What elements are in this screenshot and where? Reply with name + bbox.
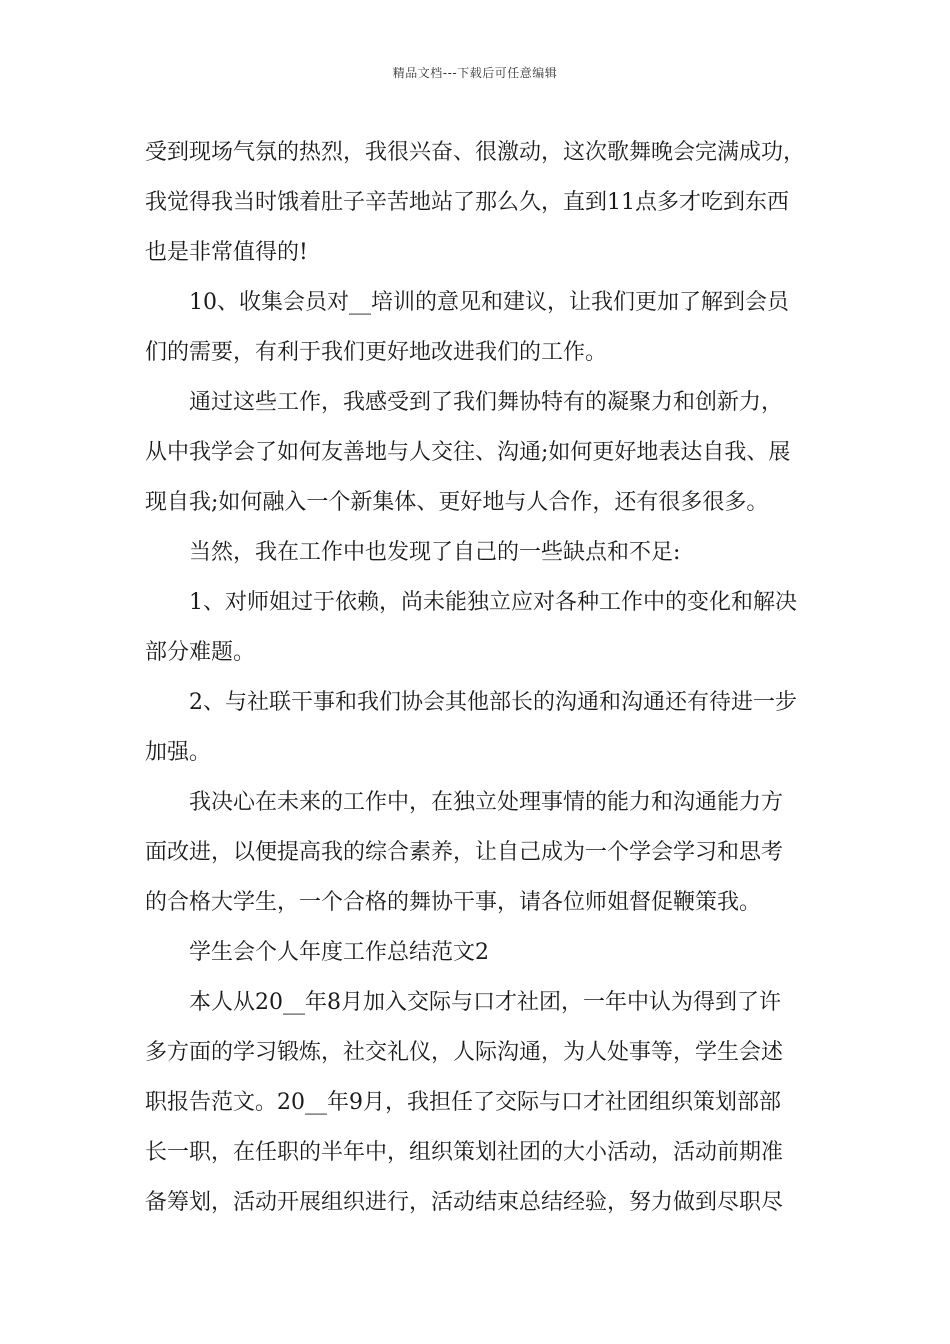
- text-line: 10、收集会员对__培训的意见和建议，让我们更加了解到会员: [189, 290, 789, 315]
- text-line: 的合格大学生，一个合格的舞协干事，请各位师姐督促鞭策我。: [145, 890, 762, 915]
- text-line: 们的需要，有利于我们更好地改进我们的工作。: [145, 340, 608, 365]
- document-body: [145, 128, 810, 1228]
- text-line: 受到现场气氛的热烈，我很兴奋、很激动，这次歌舞晚会完满成功，: [145, 140, 806, 165]
- page-header: 精品文档---下载后可任意编辑: [392, 66, 558, 80]
- text-line: 职报告范文。20__年9月，我担任了交际与口才社团组织策划部部: [145, 1090, 781, 1115]
- text-line: 我觉得我当时饿着肚子辛苦地站了那么久，直到11点多才吃到东西: [145, 190, 789, 215]
- text-line: 加强。: [145, 740, 212, 765]
- text-line: 现自我;如何融入一个新集体、更好地与人合作，还有很多很多。: [145, 490, 769, 515]
- text-line: 通过这些工作，我感受到了我们舞协特有的凝聚力和创新力，: [189, 390, 784, 415]
- text-line: 从中我学会了如何友善地与人交往、沟通;如何更好地表达自我、展: [145, 440, 791, 465]
- text-line: 部分难题。: [145, 640, 256, 665]
- text-line: 也是非常值得的!: [145, 240, 308, 265]
- text-line: 当然，我在工作中也发现了自己的一些缺点和不足:: [189, 540, 681, 565]
- text-line: 1、对师姐过于依赖，尚未能独立应对各种工作中的变化和解决: [189, 590, 797, 615]
- text-line: 我决心在未来的工作中，在独立处理事情的能力和沟通能力方: [189, 790, 784, 815]
- text-line: 本人从20__年8月加入交际与口才社团，一年中认为得到了许: [189, 990, 781, 1015]
- text-line: 多方面的学习锻炼，社交礼仪，人际沟通，为人处事等，学生会述: [145, 1040, 784, 1065]
- text-line: 备筹划，活动开展组织进行，活动结束总结经验，努力做到尽职尽: [145, 1190, 784, 1215]
- text-line: 长一职，在任职的半年中，组织策划社团的大小活动，活动前期准: [145, 1140, 784, 1165]
- text-line: 面改进，以便提高我的综合素养，让自己成为一个学会学习和思考: [145, 840, 784, 865]
- text-line: 学生会个人年度工作总结范文2: [189, 940, 489, 965]
- text-line: 2、与社联干事和我们协会其他部长的沟通和沟通还有待进一步: [189, 690, 797, 715]
